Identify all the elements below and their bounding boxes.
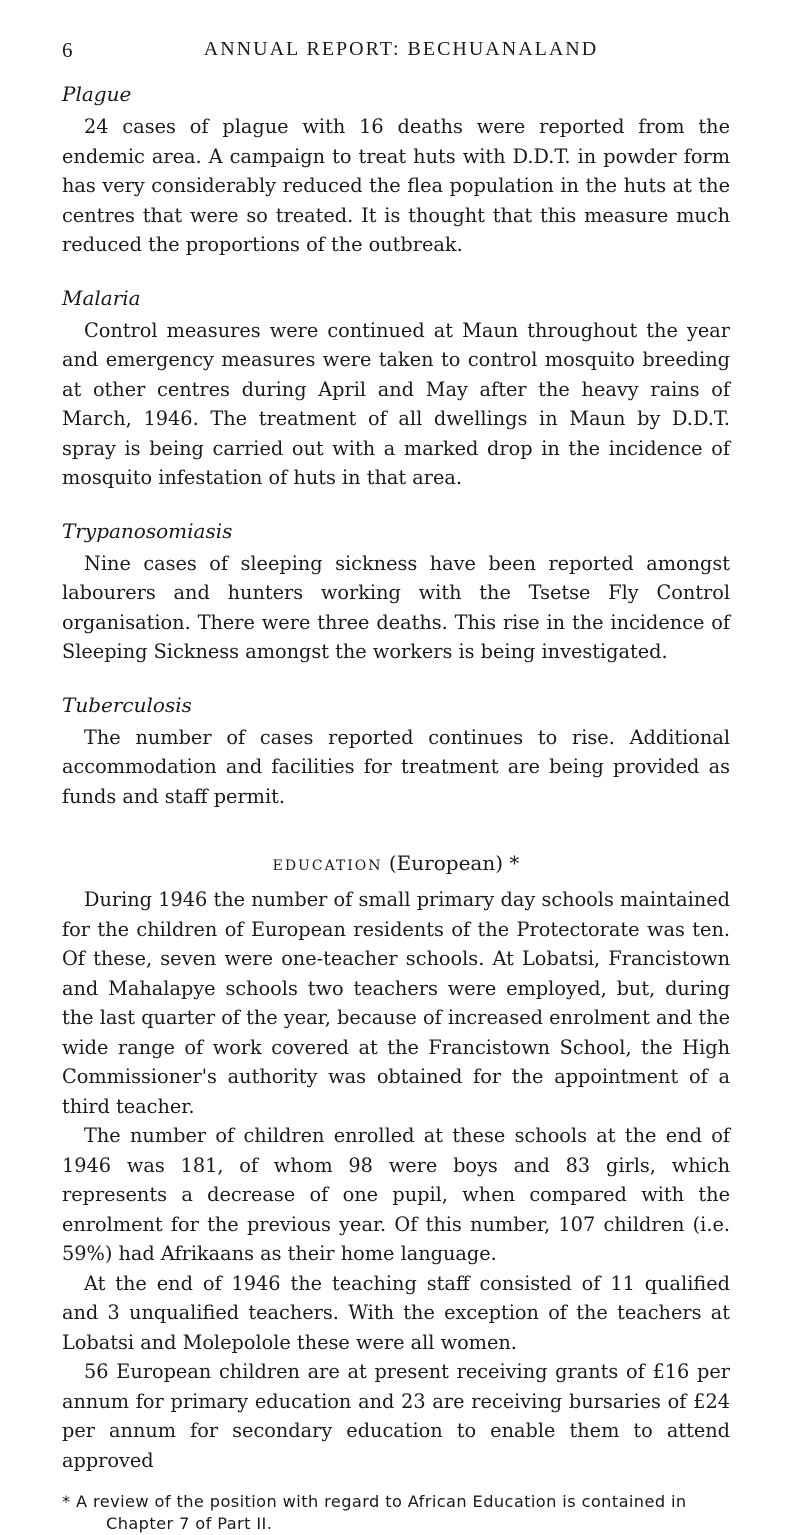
page-content (62, 82, 730, 1535)
section-title: Malaria (62, 285, 141, 310)
footnote (62, 1491, 730, 1535)
education-heading (62, 851, 730, 875)
paragraph: 24 cases of plague with 16 deaths were reported from the endemic area. A campaign to treat huts with D.D.T. in powder form has very considerably reduced the flea population in the huts at the centres that were so treated. It is thought that this measure much reduced the proportions of the outbreak. (62, 115, 730, 256)
paragraph: The number of cases reported continues to rise. Additional accommodation and facilities for treatment are being provided as funds and staff permit. (62, 725, 730, 808)
paragraph: The number of children enrolled at these schools at the end of 1946 was 181, of whom 98 were boys and 83 girls, which represents a decrease of one pupil, when compared with the enrolment for the previous year. Of this number, 107 children (i.e. 59%) had Afrikaans as their home language. (62, 1124, 730, 1265)
section-trypanosomiasis (62, 519, 730, 667)
education-heading-rest: (European) * (388, 851, 520, 875)
running-title: ANNUAL REPORT: BECHUANALAND (203, 38, 599, 60)
section-title: Tuberculosis (62, 692, 192, 717)
section-education (62, 851, 730, 1475)
section-tuberculosis (62, 693, 730, 812)
section-plague (62, 82, 730, 260)
section-malaria (62, 286, 730, 493)
paragraph: Control measures were continued at Maun throughout the year and emergency measures were taken to control mosquito breeding at other centres during April and May after the heavy rains of March, 1946. The treatment of all dwellings in Maun by D.D.T. spray is being carried out with a marked drop in the incidence of mosquito infestation of huts in that area. (62, 318, 730, 489)
education-heading-caps: EDUCATION (272, 858, 383, 874)
footnote-line-1: * A review of the position with regard to African Education is contained in (62, 1492, 687, 1511)
footnote-line-2: Chapter 7 of Part II. (106, 1514, 273, 1533)
paragraph: During 1946 the number of small primary day schools maintained for the children of European residents of the Protectorate was ten. Of these, seven were one-teacher schools. At Lobatsi, Francistown and Mahalapye schools two teachers were employed, but, during the last quarter of the year, because of increased enrolment and the wide range of work covered at the Francistown School, the High Commissioner's authority was obtained for the appointment of a third teacher. (62, 888, 730, 1118)
page-number: 6 (62, 38, 75, 62)
paragraph: At the end of 1946 the teaching staff consisted of 11 qualified and 3 unqualified teachers. With the exception of the teachers at Lobatsi and Molepolole these were all women. (62, 1271, 730, 1354)
paragraph: Nine cases of sleeping sickness have been reported amongst labourers and hunters working with the Tsetse Fly Control organisation. There were three deaths. This rise in the incidence of Sleeping Sickness amongst the workers is being investigated. (62, 551, 730, 663)
page-header (62, 38, 730, 61)
section-title: Trypanosomiasis (62, 518, 233, 543)
section-title: Plague (62, 82, 132, 106)
paragraph: 56 European children are at present receiving grants of £16 per annum for primary education and 23 are receiving bursaries of £24 per annum for secondary education to enable them to attend approved (62, 1360, 730, 1472)
